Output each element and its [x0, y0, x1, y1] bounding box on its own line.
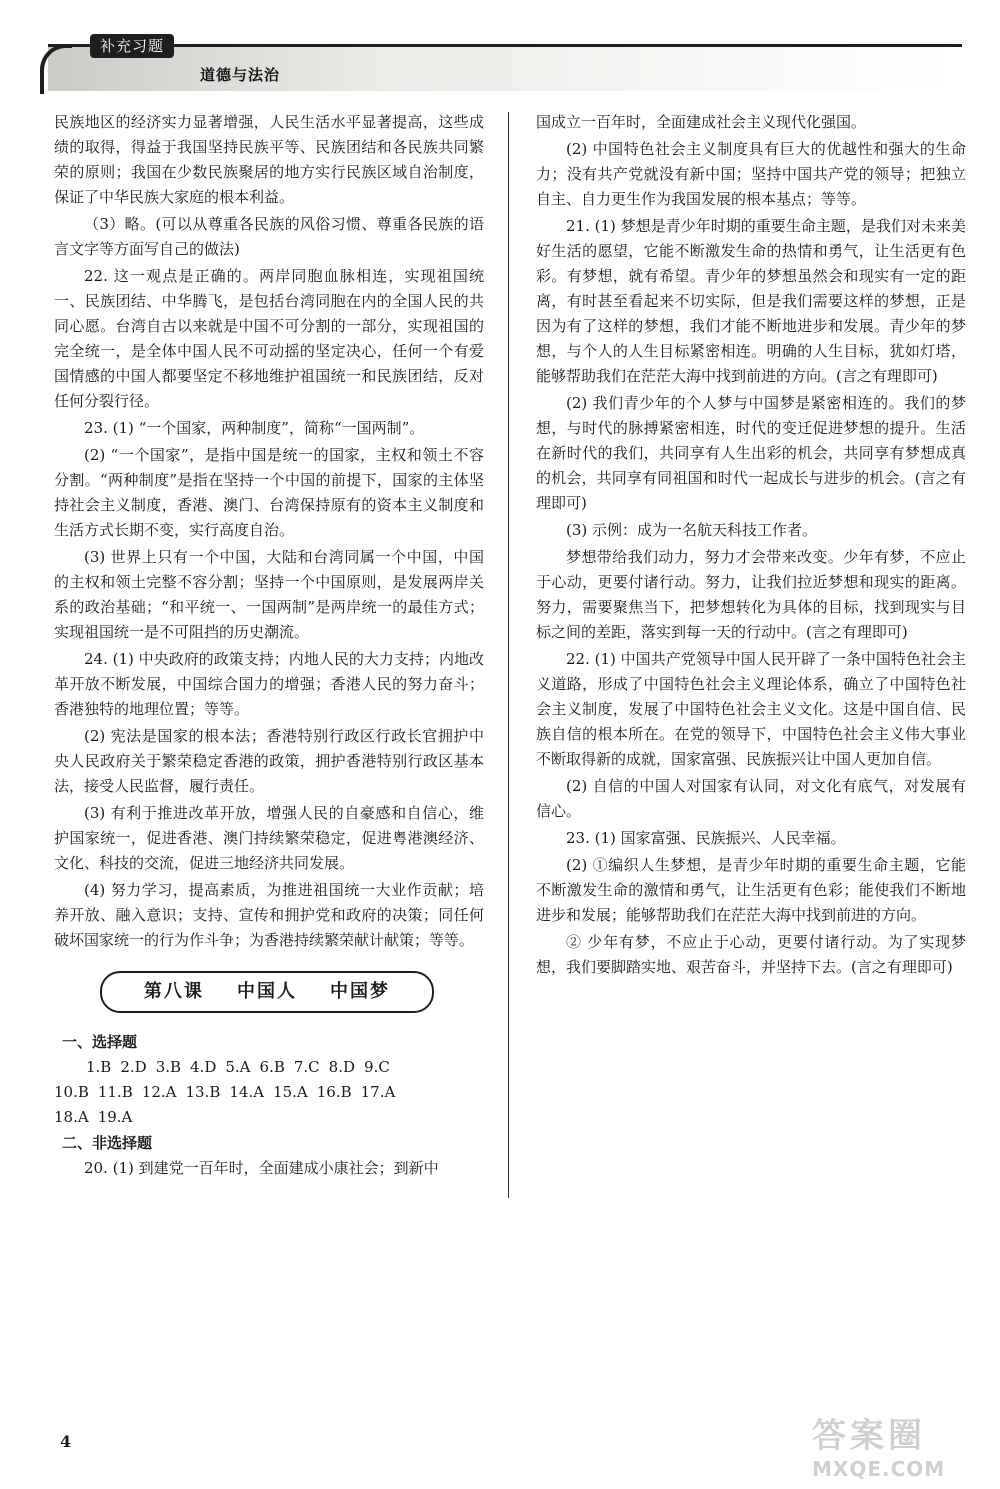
paragraph: (2) 自信的中国人对国家有认同，对文化有底气，对发展有信心。	[536, 777, 966, 820]
header-curve-decoration	[40, 44, 72, 94]
watermark-url: MXQE.COM	[812, 1457, 946, 1481]
answer-item: 15.A	[273, 1083, 308, 1101]
paragraph: (4) 努力学习，提高素质，为推进祖国统一大业作贡献；培养开放、融入意识；支持、宣传和拥护党和政府的决策；同任何破坏国家统一的行为作斗争；为香港持续繁荣献计献策；等等。	[54, 881, 484, 949]
answer-item: 1.B	[86, 1058, 112, 1076]
answer-row	[54, 1080, 484, 1105]
subject-title: 道德与法治	[200, 66, 281, 84]
answer-item: 13.B	[185, 1083, 221, 1101]
paragraph: (3) 示例：成为一名航天科技工作者。	[566, 521, 818, 539]
answer-item: 12.A	[141, 1083, 177, 1101]
paragraph: 23. (1) “一个国家，两种制度”，简称“一国两制”。	[84, 419, 425, 437]
paragraph: (2) “一个国家”，是指中国是统一的国家，主权和领土不容分割。“两种制度”是指在坚持一个中国的前提下，国家的主体坚持社会主义制度，香港、澳门、台湾保持原有的资本主义制度和生活方式长期不变，实行高度自治。	[54, 446, 484, 539]
answer-item: 8.D	[328, 1058, 356, 1076]
answer-item: 3.B	[155, 1058, 182, 1076]
paragraph: 21. (1) 梦想是青少年时期的重要生命主题，是我们对未来美好生活的愿望，它能不断激发生命的热情和勇气，让生活更有色彩。有梦想，就有希望。青少年的梦想虽然会和现实有一定的距离，有时甚至看起来不切实际，但是我们需要这样的梦想，正是因为有了这样的梦想，我们才能不断地进步和发展。青少年的梦想，与个人的人生目标紧密相连。明确的人生目标，犹如灯塔，能够帮助我们在茫茫大海中找到前进的方向。(言之有理即可)	[536, 217, 966, 385]
paragraph: 20. (1) 到建党一百年时，全面建成小康社会；到新中	[84, 1159, 439, 1177]
paragraph: （3）略。(可以从尊重各民族的风俗习惯、尊重各民族的语言文字等方面写自己的做法)	[54, 215, 484, 258]
section-heading: 二、非选择题	[62, 1134, 153, 1152]
paragraph: (2) 中国特色社会主义制度具有巨大的优越性和强大的生命力；没有共产党就没有新中国；坚持中国共产党的领导；把独立自主、自力更生作为我国发展的根本基点；等等。	[536, 140, 966, 208]
answer-item: 2.D	[120, 1058, 147, 1076]
page-number: 4	[60, 1432, 72, 1451]
column-divider	[508, 112, 509, 1198]
answer-item: 11.B	[97, 1083, 133, 1101]
answer-item: 10.B	[54, 1083, 89, 1101]
section-heading: 一、选择题	[62, 1033, 138, 1051]
paragraph: ② 少年有梦，不应止于心动，更要付诸行动。为了实现梦想，我们要脚踏实地、艰苦奋斗，并坚持下去。(言之有理即可)	[536, 933, 966, 976]
answer-item: 4.D	[190, 1058, 217, 1076]
watermark-text: 答案圈	[812, 1416, 926, 1456]
paragraph: 国成立一百年时，全面建成社会主义现代化强国。	[536, 113, 867, 131]
header-tag: 补充习题	[90, 34, 174, 58]
header-band	[48, 44, 962, 91]
answer-item: 18.A	[54, 1108, 89, 1126]
answer-row	[54, 1055, 484, 1080]
answer-item: 19.A	[97, 1108, 133, 1126]
paragraph: (2) 宪法是国家的根本法；香港特别行政区行政长官拥护中央人民政府关于繁荣稳定香港的政策，拥护香港特别行政区基本法，接受人民监督，履行责任。	[54, 727, 484, 795]
answer-item: 16.B	[316, 1083, 352, 1101]
right-column	[536, 110, 966, 982]
watermark-logo	[812, 1408, 982, 1481]
paragraph: (2) 我们青少年的个人梦与中国梦是紧密相连的。我们的梦想，与时代的脉搏紧密相连，时代的变迁促进梦想的提升。生活在新时代的我们，共同享有人生出彩的机会，共同享有梦想成真的机会，共同享有同祖国和时代一起成长与进步的机会。(言之有理即可)	[536, 394, 966, 512]
answer-item: 5.A	[225, 1058, 251, 1076]
paragraph: 24. (1) 中央政府的政策支持；内地人民的大力支持；内地改革开放不断发展，中国综合国力的增强；香港人民的努力奋斗；香港独特的地理位置；等等。	[54, 650, 484, 718]
paragraph: (2) ①编织人生梦想，是青少年时期的重要生命主题，它能不断激发生命的激情和勇气，让生活更有色彩；能使我们不断地进步和发展；能够帮助我们在茫茫大海中找到前进的方向。	[536, 856, 966, 924]
answer-item: 17.A	[360, 1083, 396, 1101]
answer-row	[54, 1105, 484, 1130]
page-header	[40, 34, 962, 92]
paragraph: 22. (1) 中国共产党领导中国人民开辟了一条中国特色社会主义道路，形成了中国特色社会主义理论体系，确立了中国特色社会主义制度，发展了中国特色社会主义文化。这是中国自信、民族自信的根本所在。在党的领导下，中国特色社会主义伟大事业不断取得新的成就，国家富强、民族振兴让中国人更加自信。	[536, 650, 966, 768]
paragraph: 民族地区的经济实力显著增强，人民生活水平显著提高，这些成绩的取得，得益于我国坚持民族平等、民族团结和各民族共同繁荣的原则；我国在少数民族聚居的地方实行民族区域自治制度，保证了中华民族大家庭的根本利益。	[54, 113, 484, 206]
answer-item: 6.B	[259, 1058, 285, 1076]
answer-item: 14.A	[229, 1083, 265, 1101]
paragraph: 23. (1) 国家富强、民族振兴、人民幸福。	[566, 829, 846, 847]
paragraph: 22. 这一观点是正确的。两岸同胞血脉相连，实现祖国统一、民族团结、中华腾飞，是包括台湾同胞在内的全国人民的共同心愿。台湾自古以来就是中国不可分割的一部分，实现祖国的完全统一，是全体中国人民不可动摇的坚定决心，任何一个有爱国情感的中国人都要坚定不移地维护祖国统一和民族团结，反对任何分裂行径。	[54, 267, 484, 410]
paragraph: (3) 有利于推进改革开放，增强人民的自豪感和自信心，维护国家统一，促进香港、澳门持续繁荣稳定，促进粤港澳经济、文化、科技的交流，促进三地经济共同发展。	[54, 804, 484, 872]
paragraph: 梦想带给我们动力，努力才会带来改变。少年有梦，不应止于心动，更要付诸行动。努力，让我们拉近梦想和现实的距离。努力，需要聚焦当下，把梦想转化为具体的目标，找到现实与目标之间的差距，落实到每一天的行动中。(言之有理即可)	[536, 548, 966, 641]
choice-answers	[54, 1055, 484, 1130]
left-column	[54, 110, 484, 1183]
paragraph: (3) 世界上只有一个中国，大陆和台湾同属一个中国，中国的主权和领土完整不容分割；坚持一个中国原则，是发展两岸关系的政治基础；“和平统一、一国两制”是两岸统一的最佳方式；实现祖国统一是不可阻挡的历史潮流。	[54, 548, 484, 641]
answer-item: 9.C	[364, 1058, 390, 1076]
lesson-title: 第八课 中国人 中国梦	[100, 971, 434, 1013]
answer-item: 7.C	[293, 1058, 320, 1076]
